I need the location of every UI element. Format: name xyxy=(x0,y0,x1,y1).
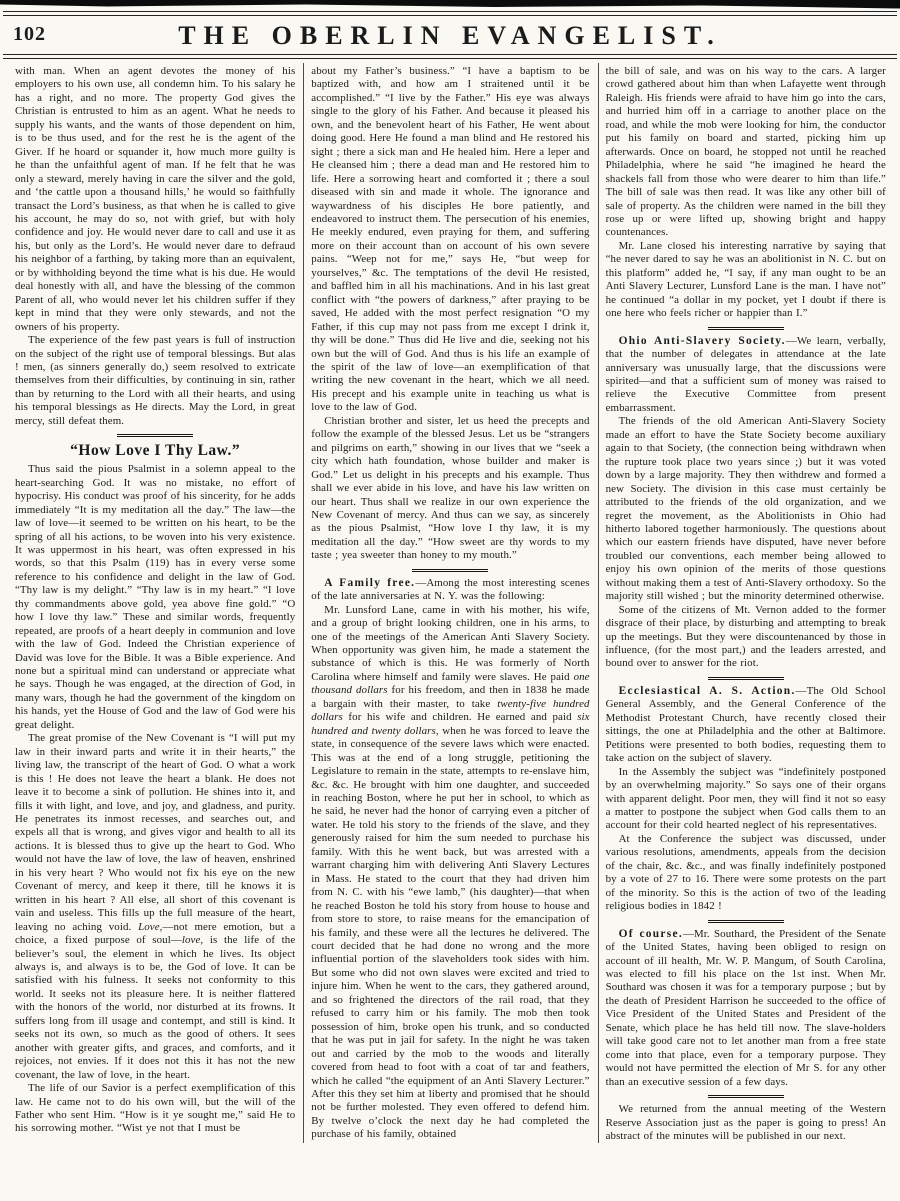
text-segment: —We learn, verbally, that the number of delegates in attendance at the late anniversary was unusually large, that the discussions were spirited—and that a sufficient sum of money was raised to relieve the Executive Committee from present embarrassment. xyxy=(605,334,886,414)
section-divider xyxy=(117,434,193,437)
section-divider xyxy=(708,677,784,680)
newspaper-title: THE OBERLIN EVANGELIST. xyxy=(178,21,722,50)
paragraph: The experience of the few past years is full of instruction on the subject of the right use of temporal blessings. But alas ! men, (as sinners generally do,) seem resolved to extricate themselves from their difficulties, by continuing in sin, rather than by returning to the Lord with all their hearts, and using his temporal blessings as He directs. May the Lord, in great mercy, still defeat them. xyxy=(15,334,296,427)
italic-text: Love, xyxy=(138,920,163,933)
paragraph: We returned from the annual meeting of the Western Reserve Association just as the paper is going to press! An abstract of the minutes will be published in our next. xyxy=(605,1103,886,1142)
paragraph: Christian brother and sister, let us heed the precepts and follow the example of the blessed Jesus. Let us be “strangers and pilgrims on earth,” showing in our lives that we “seek a city which hath foundation, whose builder and maker is God.” Let us delight in his precepts and his example. Thus shall we ever abide in his love, and have his law written on our heart. Thus shall we realize in our own experience the New Covenant of mercy. And thus can we say, as sincerely as the pious Psalmist, “How love I thy law, it is my meditation all the day.” “How sweet are thy words to my taste ; yea sweeter than honey to my mouth.” xyxy=(311,414,590,562)
text-segment: , when he was forced to leave the state, in consequence of the severe laws which were enacted. This was at the end of a long struggle, petitioning the Legislature to remain in the state, attempts to re-enslave him, &c. &c. He brought with him one daughter, and succeeded in reaching Boston, where he put her in school, to which as he said, he never had the honor of carrying even a pitcher of water. He told his story to the friends of the slave, and they generously raised for him the sum needed to purchase his family. With this he went back, but was arrested with a warrant charging him with delivering Anti Slavery Lectures in Mass. He stated to the court that they had driven him from N. C. with his “ewe lamb,” (his daughter)—that when he reached Boston he told his story from house to house and from store to store, to raise means for the emancipation of his family, and these were all the lectures he delivered. The court decided that he had done no wrong and the more influential portion of the slaveholders took sides with him. But some who did not own slaves were excited and tried to injure him. When he went to the cars, they gathered around, and so frightened the directors of the rail road, that they refused to carry him or his family. The mob then took possession of him, broke open his trunk, and so conducted that he was put in jail for safety. In the night he was taken out and carried by the mob to the woods and literally covered from head to foot with a coat of tar and feathers, which he called “the equipment of an Anti Slavery Lecturer.” After this they set him at liberty and promised that he should not be further molested. They even offered to defend him. By twelve o’clock the next day he had completed the purchase of his family, obtained xyxy=(311,724,590,1141)
text-segment: for his wife and children. He earned and paid xyxy=(342,711,578,724)
text-segment: for his freedom, and then in 1838 he made a bargain with their master, to take xyxy=(311,684,590,710)
paragraph: Thus said the pious Psalmist in a solemn appeal to the heart-searching God. It was no mistake, no effort of hypocrisy. His conduct was proof of his sincerity, for he adds immediately “It is my meditation all the day.” The law—the law of love—it seemed to be written on his heart, to be the spring of all his actions, to be woven into his very existence. It was uppermost in his heart, was often expressed in his words, so that this Psalm (119) has in every verse some reference to his confidence and delight in the law of God. “Thy law is my delight.” “Thy law is in my heart.” “I love thy commandments above gold, yea above fine gold.” “O how I love thy law.” These and similar words, frequently repeated, are proofs of a heart deeply in communion and love with the law of God. Indeed the Christian experience of David was love for the Bible. It was a Bible experience. And none but a spiritual mind can understand or appreciate what he says. Though he was engaged, at the direction of God, in many wars, though he had the government of the kingdom on his hands, yet the House of God and the law of God were his great delight. xyxy=(15,463,296,731)
text-segment: The great promise of the New Covenant is “I will put my law in their inward parts and write it in their hearts,” the living law, the transcript of the heart of God. O what a work is this ! He does not leave the heart a blank. He does not leave it to become a sink of pollution. He shines into it, and fills it with light, and love, and joy, and gladness, and purity. He penetrates its inmost recesses, and searches out, and expels all that is wrong, and gives vigor and health to all its actions. It is blessed thus to give up the heart to God. Who would not have the law of love, the law of heaven, enshrined in his very heart ? Who would not fix his eye on the new Covenant of mercy, and keep it there, till he knows it is written in his heart ? All else, all short of this covenant is vain and useless. This fills up the full measure of the heart, leaving no aching void. xyxy=(15,732,296,933)
text-segment: Mr. Lunsford Lane, came in with his mother, his wife, and a group of bright looking children, one in his arms, to one of the meetings of the American Anti Slavery Society. When opportunity was given him, he made a statement the substance of which is this. He was formerly of North Carolina where himself and family were slaves. He paid xyxy=(311,603,590,683)
paragraph: The friends of the old American Anti-Slavery Society made an effort to have the State Society become auxiliary again to that Society, (the connection being withdrawn when the rupture took place two years since ;) but it was voted down by a large majority. They then withdrew and formed a new Society. The division in this case must certainly be attributed to the friends of the old organization, and we regret the movement, as the Abolitionists in Ohio had hitherto labored together harmoniously. The questions about which our eastern friends have disputed, have never before troubled our conventions, each member being allowed to enjoy his own opinion of the merits of those questions without making them a test of Anti-Slavery orthodoxy. So the majority still wished ; but the minority determined otherwise. xyxy=(605,415,886,603)
paragraph xyxy=(606,928,886,1089)
article-heading: “How Love I Thy Law.” xyxy=(70,442,241,460)
paragraph: about my Father’s business.” “I have a baptism to be baptized with, and how am I straitened until it be accomplished.” “I live by the Father.” His eye was always single to the glory of his Father. And because it pleased his own, and the benevolent heart of his Father, He went about doing good. Here He found a man blind and He restored his sight ; there a sick man and He healed him. Here a leper and He cleansed him ; there a dead man and He restored him to life. Here a sorrowing heart and comforted it ; there a soul diseased with sin and made it whole. The ignorance and waywardness of his disciples He bore patiently, and endeavored to instruct them. The persecution of his enemies, He meekly endured, even praying for them, and suffering more on their account than on account of his own severe pains. “Weep not for me,” says He, “but weep for yourselves,” &c. The temptations of the devil He resisted, and baffled him in all his machinations. And in his last great conflict with “the powers of darkness,” after praying to be saved, He added with the most perfect resignation “O my Father, if this cup may not pass from me except I drink it, thy will be done.” Thus did He live and die, seeking not his own but the will of God. And thus is his life an example of the spirit of the law of love—an exemplification of that writing the new covenant in the heart, which we all need. His precept and his example unite in teaching us what is love to the law of God. xyxy=(311,65,590,414)
section-divider xyxy=(708,920,784,923)
section-divider xyxy=(412,569,488,572)
section-divider xyxy=(708,1095,784,1098)
paragraph: Some of the citizens of Mt. Vernon added to the former disgrace of their place, by disturbing and attempting to break up the meetings. But they were discountenanced by those in influence, (for the most part,) and the leaders arrested, and bound over to answer for the riot. xyxy=(605,603,886,670)
italic-text: love, xyxy=(181,934,204,947)
text-segment: is the life of the believer’s soul, the element in which he lives. Its object always is, and always is to be, the God of love. It can be satisfied with his fulness. It seeks not conformity to this world. It seeks not its pleasure here. It is neither flattered with the honors of the world, nor disturbed at its frowns. It suffers long from ill usage and contempt, and still is kind. It seeks not its own, so much as the good of others. It sees another with greater gifts, and graces, and comforts, and it rejoices, not envies. If it does not this it has not the new covenant, the law of love, in the heart. xyxy=(15,934,296,1081)
text-segment: —Mr. Southard, the President of the Senate of the United States, having been obliged to resign on account of ill health, Mr. W. P. Mangum, of South Carolina, was elected to fill his place on the 1st inst. When Mr. Southard was chosen it was for a temporary purpose ; but by the death of President Harrison he succeeded to the office of Vice President of the United States and President of the Senate, which place he has held till now. The slave-holders will take good care not to let another man from a free state come into that place, even for a temporary purpose. They would not have permitted the election of Mr S. for any other than an executive session of a few days. xyxy=(605,927,886,1088)
run-in-heading: Ecclesiastical A. S. Action. xyxy=(618,684,796,697)
paragraph: with man. When an agent devotes the money of his employers to his own use, all condemn him. To his salary he has a right, and no more. The property God gives the Christian is entrusted to him as an agent. What he needs to supply his wants, and the wants of those dependent on him, is to be thus used, and for the rest he is the agent of the Giver. If he hoard or squander it, how much more guilty is he than the unfaithful agent of man. If he felt that he was only a steward, merely having in care the silver and the gold, and ‘the cattle upon a thousand hills,’ he would so faithfully transact the Lord’s business, as that when he is called to give his account, he may do so, not with grief, but with holy confidence and joy. He would never dare to call and use it as his, but only as the Lord’s. He would never dare to defraud his neighbor of a farthing, by taking more than an equivalent, or by withholding beyond the time what is his due. He would deal honestly with all, and have the blessing of the common Parent of all, who would never let his children suffer if they kept in mind that they were only stewards, and not the owners of his property. xyxy=(15,65,296,333)
paragraph xyxy=(311,577,589,604)
paragraph xyxy=(15,732,295,1082)
scan-top-edge xyxy=(0,0,900,10)
masthead xyxy=(0,16,900,53)
text-segment: —not mere emotion, but a choice, a fixed purpose of soul— xyxy=(15,920,296,947)
page-number: 102 xyxy=(13,23,46,45)
italic-text: twenty-five hundred dollars xyxy=(311,697,590,724)
paragraph: In the Assembly the subject was “indefinitely postponed by an overwhelming majority.” So says one of their organs with apparent delight. Poor men, they will find it not so easy a matter to postpone the subject when God calls them to an account for their cold hearted neglect of his representatives. xyxy=(605,765,886,832)
paragraph xyxy=(606,335,886,416)
paragraph: Mr. Lane closed his interesting narrative by saying that “he never dared to say he was an abolitionist in N. C. but on this platform” added he, “I say, if any man ought to be an Anti Slavery Lecturer, Lunsford Lane is the man. I have not” he continued “a dollar in my pocket, yet I doubt if there is one here who feels richer or happier than I.” xyxy=(605,239,886,320)
run-in-heading: Of course. xyxy=(618,927,684,940)
run-in-heading: A Family free. xyxy=(324,576,416,589)
column-2 xyxy=(303,63,598,1143)
italic-text: one thousand dollars xyxy=(311,670,590,697)
column-3 xyxy=(599,63,894,1143)
paragraph xyxy=(311,604,589,1142)
paragraph: At the Conference the subject was discussed, under various resolutions, amendments, appeals from the decision of the chair, &c. &c., and was finally indefinitely postponed by a vote of 27 to 16. There were some protests on the part of the minority. So this is the action of two of the leading religious bodies in 1842 ! xyxy=(605,832,886,913)
column-1 xyxy=(8,63,303,1143)
paragraph xyxy=(606,685,886,766)
text-segment: —Among the most interesting scenes of the late anniversaries at N. Y. was the following: xyxy=(311,576,590,603)
italic-text: six hundred and twenty dollars xyxy=(311,711,590,737)
paragraph: the bill of sale, and was on his way to the cars. A larger crowd gathered about him than when Lafayette went through Raleigh. His friends were afraid to have him go into the cars, and hurried him off in a carriage to another place on the road, and while the mob were looking for him, the conductor put his family on board and started, picking him up afterwards. Once on board, he stopped not until he reached Philadelphia, where he said “he imagined he heard the shackels fall from those who were dearer to him than life.” The bill of sale was then read. It was like any other bill of sale of property. As the children were named in the bill they rose up or were lifted up, showing bright and happy countenances. xyxy=(605,65,886,239)
paragraph: The life of our Savior is a perfect exemplification of this law. He came not to do his own will, but the will of the Father who sent Him. “How is it ye sought me,” said He to his sorrowing mother. “Wist ye not that I must be xyxy=(15,1082,296,1135)
section-divider xyxy=(708,327,784,330)
run-in-heading: Ohio Anti-Slavery Society. xyxy=(618,334,786,347)
text-segment: —The Old School General Assembly, and the General Conference of the Methodist Protestant Church, have recently closed their sittings, the one at Philadelphia and the other at Baltimore. Petitions were presented to both bodies, requesting them to take action on the subject of slavery. xyxy=(605,684,886,765)
columns xyxy=(0,59,900,1143)
